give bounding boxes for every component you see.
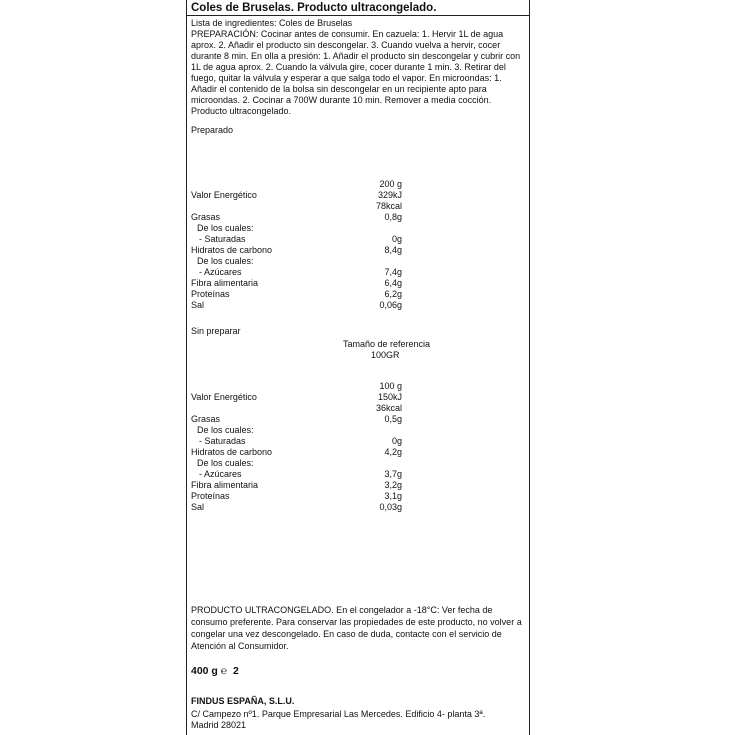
nutrient-label: Hidratos de carbono xyxy=(191,245,273,255)
prepared-heading: Preparado xyxy=(191,125,234,135)
nutrient-sublabel: De los cuales: xyxy=(197,256,254,266)
storage-line: PRODUCTO ULTRACONGELADO. En el congelador a -18°C: Ver fecha de xyxy=(191,605,493,615)
nutrient-value: 3,7g xyxy=(384,469,402,479)
nutrient-value: 78kcal xyxy=(375,201,402,211)
nutrient-value: 6,2g xyxy=(384,289,402,299)
nutrient-value: 0g xyxy=(391,436,402,446)
net-weight-value: 400 g xyxy=(191,665,218,677)
nutrient-sublabel: De los cuales: xyxy=(197,223,254,233)
nutrient-value: 36kcal xyxy=(375,403,402,413)
nutrient-label: - Azúcares xyxy=(199,267,242,277)
divider xyxy=(187,15,529,16)
preparation-line: Añadir el contenido de la bolsa sin descongelar en un recipiente apto para xyxy=(191,84,487,94)
storage-line: Atención al Consumidor. xyxy=(191,641,289,651)
preparation-line: PREPARACIÓN: Cocinar antes de consumir. En cazuela: 1. Hervir 1L de agua xyxy=(191,29,504,39)
net-weight xyxy=(191,666,239,676)
nutrient-label: Sal xyxy=(191,502,205,512)
nutrient-value: 7,4g xyxy=(384,267,402,277)
unprepared-heading: Sin preparar xyxy=(191,326,241,336)
company-address-line: Madrid 28021 xyxy=(191,720,247,730)
preparation-line: durante 8 min. En olla a presión: 1. Añadir el producto sin descongelar y cubrir con xyxy=(191,51,521,61)
preparation-line: microondas. 2. Cocinar a 700W durante 10 min. Remover a media cocción. xyxy=(191,95,492,105)
nutrient-label: Proteínas xyxy=(191,491,230,501)
nutrient-label: Grasas xyxy=(191,414,221,424)
nutrient-value: 329kJ xyxy=(377,190,402,200)
storage-line: consumo preferente. Para conservar las propiedades de este producto, no volver a xyxy=(191,617,522,627)
storage-line: congelar una vez descongelado. En caso de duda, contacte con el servicio de xyxy=(191,629,502,639)
product-title: Coles de Bruselas. Producto ultracongelado. xyxy=(191,2,437,14)
nutrient-value: 0,5g xyxy=(384,414,402,424)
nutrient-label: - Saturadas xyxy=(199,436,246,446)
nutrient-value: 0,03g xyxy=(379,502,402,512)
estimated-sign-icon: ℮ xyxy=(220,665,228,677)
company-name: FINDUS ESPAÑA, S.L.U. xyxy=(191,696,295,706)
nutrient-label: - Saturadas xyxy=(199,234,246,244)
nutrient-label: Fibra alimentaria xyxy=(191,278,259,288)
nutrient-value: 3,1g xyxy=(384,491,402,501)
nutrient-value: 0,06g xyxy=(379,300,402,310)
nutrient-value: 3,2g xyxy=(384,480,402,490)
unit-count: 2 xyxy=(233,665,239,677)
nutrient-value: 4,2g xyxy=(384,447,402,457)
nutrient-label: Hidratos de carbono xyxy=(191,447,273,457)
nutrient-label: - Azúcares xyxy=(199,469,242,479)
nutrient-label: Grasas xyxy=(191,212,221,222)
preparation-line: aprox. 2. Añadir el producto sin descongelar. 3. Cuando vuelva a hervir, cocer xyxy=(191,40,501,50)
reference-size-label: Tamaño de referencia xyxy=(343,339,431,349)
nutrient-label: Fibra alimentaria xyxy=(191,480,259,490)
nutrient-value: 8,4g xyxy=(384,245,402,255)
nutrient-label: Valor Energético xyxy=(191,190,257,200)
reference-size-value: 100GR xyxy=(371,350,400,360)
portion-header: 200 g xyxy=(379,179,402,189)
nutrient-value: 6,4g xyxy=(384,278,402,288)
company-address-line: C/ Campezo nº1. Parque Empresarial Las Mercedes. Edificio 4- planta 3ª. xyxy=(191,709,486,719)
nutrient-sublabel: De los cuales: xyxy=(197,425,254,435)
preparation-line: 1L de agua aprox. 2. Cuando la válvula gire, cocer durante 1 min. 3. Retirar del xyxy=(191,62,506,72)
nutrient-label: Proteínas xyxy=(191,289,230,299)
nutrient-value: 0,8g xyxy=(384,212,402,222)
nutrient-label: Valor Energético xyxy=(191,392,257,402)
preparation-line: Producto ultracongelado. xyxy=(191,106,292,116)
nutrient-value: 0g xyxy=(391,234,402,244)
nutrient-value: 150kJ xyxy=(377,392,402,402)
nutrient-label: Sal xyxy=(191,300,205,310)
preparation-line: fuego, quitar la válvula y esperar a que salga todo el vapor. En microondas: 1. xyxy=(191,73,502,83)
portion-header: 100 g xyxy=(379,381,402,391)
ingredients-list: Lista de ingredientes: Coles de Bruselas xyxy=(191,18,353,28)
product-label xyxy=(186,0,530,735)
nutrient-sublabel: De los cuales: xyxy=(197,458,254,468)
